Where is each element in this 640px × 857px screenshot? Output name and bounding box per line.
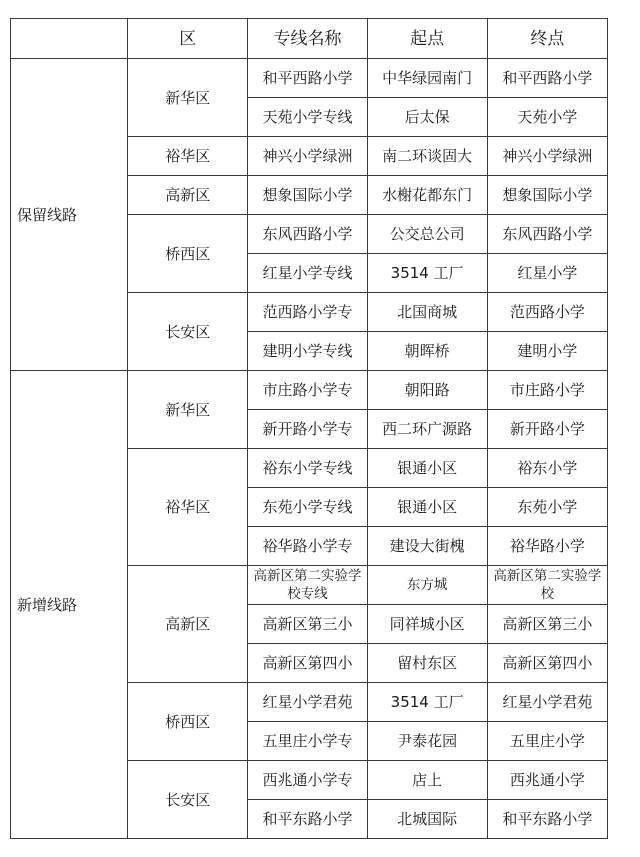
end-cell: 西兆通小学 <box>487 761 607 800</box>
route-name-cell: 红星小学专线 <box>248 254 367 293</box>
end-cell: 裕华路小学 <box>487 527 607 566</box>
route-name-cell: 和平西路小学 <box>248 59 367 98</box>
start-cell: 3514 工厂 <box>367 254 487 293</box>
end-cell: 东苑小学 <box>487 488 607 527</box>
route-name-cell: 高新区第四小 <box>248 644 367 683</box>
end-cell: 想象国际小学 <box>487 176 607 215</box>
start-cell: 银通小区 <box>367 449 487 488</box>
route-name-cell: 想象国际小学 <box>248 176 367 215</box>
route-table-sheet <box>10 18 608 839</box>
end-cell: 建明小学 <box>487 332 607 371</box>
end-cell: 裕东小学 <box>487 449 607 488</box>
start-cell: 朝阳路 <box>367 371 487 410</box>
route-table-body <box>11 59 608 839</box>
start-cell: 店上 <box>367 761 487 800</box>
route-name-cell: 和平东路小学 <box>248 800 367 839</box>
header-district: 区 <box>128 19 248 59</box>
district-cell: 裕华区 <box>128 137 248 176</box>
route-table <box>10 18 608 839</box>
district-cell: 长安区 <box>128 293 248 371</box>
start-cell: 北城国际 <box>367 800 487 839</box>
district-cell: 长安区 <box>128 761 248 839</box>
end-cell: 范西路小学 <box>487 293 607 332</box>
start-cell: 建设大街槐 <box>367 527 487 566</box>
route-name-cell: 神兴小学绿洲 <box>248 137 367 176</box>
route-name-cell: 西兆通小学专 <box>248 761 367 800</box>
end-cell: 新开路小学 <box>487 410 607 449</box>
route-name-cell: 裕华路小学专 <box>248 527 367 566</box>
route-name-cell: 新开路小学专 <box>248 410 367 449</box>
start-cell: 南二环谈固大 <box>367 137 487 176</box>
end-cell: 东风西路小学 <box>487 215 607 254</box>
start-cell: 西二环广源路 <box>367 410 487 449</box>
district-cell: 裕华区 <box>128 449 248 566</box>
end-cell: 市庄路小学 <box>487 371 607 410</box>
end-cell: 五里庄小学 <box>487 722 607 761</box>
end-cell: 红星小学君苑 <box>487 683 607 722</box>
district-cell: 桥西区 <box>128 683 248 761</box>
route-name-cell: 建明小学专线 <box>248 332 367 371</box>
table-row <box>11 59 608 98</box>
header-route-name: 专线名称 <box>248 19 367 59</box>
start-cell: 后太保 <box>367 98 487 137</box>
end-cell: 神兴小学绿洲 <box>487 137 607 176</box>
route-name-cell: 裕东小学专线 <box>248 449 367 488</box>
start-cell: 同祥城小区 <box>367 605 487 644</box>
end-cell: 红星小学 <box>487 254 607 293</box>
end-cell: 高新区第四小 <box>487 644 607 683</box>
route-name-cell: 范西路小学专 <box>248 293 367 332</box>
route-name-cell: 高新区第二实验学校专线 <box>248 566 367 605</box>
route-name-cell: 东苑小学专线 <box>248 488 367 527</box>
end-cell: 高新区第二实验学校 <box>487 566 607 605</box>
route-name-cell: 红星小学君苑 <box>248 683 367 722</box>
start-cell: 水榭花都东门 <box>367 176 487 215</box>
district-cell: 桥西区 <box>128 215 248 293</box>
category-cell: 新增线路 <box>11 371 128 839</box>
start-cell: 东方城 <box>367 566 487 605</box>
route-name-cell: 市庄路小学专 <box>248 371 367 410</box>
route-name-cell: 天苑小学专线 <box>248 98 367 137</box>
start-cell: 中华绿园南门 <box>367 59 487 98</box>
district-cell: 高新区 <box>128 176 248 215</box>
header-category <box>11 19 128 59</box>
header-row <box>11 19 608 59</box>
start-cell: 银通小区 <box>367 488 487 527</box>
district-cell: 新华区 <box>128 371 248 449</box>
start-cell: 朝晖桥 <box>367 332 487 371</box>
route-name-cell: 高新区第三小 <box>248 605 367 644</box>
header-end: 终点 <box>487 19 607 59</box>
end-cell: 天苑小学 <box>487 98 607 137</box>
district-cell: 高新区 <box>128 566 248 683</box>
end-cell: 和平东路小学 <box>487 800 607 839</box>
end-cell: 和平西路小学 <box>487 59 607 98</box>
start-cell: 3514 工厂 <box>367 683 487 722</box>
end-cell: 高新区第三小 <box>487 605 607 644</box>
start-cell: 尹泰花园 <box>367 722 487 761</box>
category-cell: 保留线路 <box>11 59 128 371</box>
route-name-cell: 五里庄小学专 <box>248 722 367 761</box>
route-name-cell: 东风西路小学 <box>248 215 367 254</box>
district-cell: 新华区 <box>128 59 248 137</box>
start-cell: 留村东区 <box>367 644 487 683</box>
table-row <box>11 371 608 410</box>
start-cell: 北国商城 <box>367 293 487 332</box>
header-start: 起点 <box>367 19 487 59</box>
start-cell: 公交总公司 <box>367 215 487 254</box>
